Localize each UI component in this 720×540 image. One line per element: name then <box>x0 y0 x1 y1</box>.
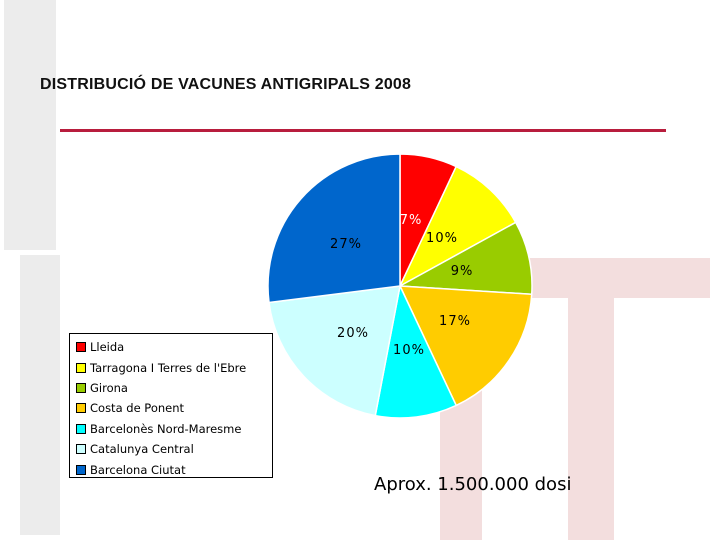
legend-item-barcelones-nord-maresme <box>76 419 272 439</box>
legend-swatch <box>76 444 86 454</box>
slice-percent-label: 10% <box>393 343 425 358</box>
slice-percent-label: 7% <box>399 213 423 228</box>
slide-title: DISTRIBUCIÓ DE VACUNES ANTIGRIPALS 2008 <box>40 76 412 93</box>
legend-label: Costa de Ponent <box>90 401 185 416</box>
slice-percent-label: 27% <box>330 237 362 252</box>
legend-label: Tarragona I Terres de l'Ebre <box>90 360 247 375</box>
legend-item-costa-de-ponent <box>76 398 272 418</box>
legend-label: Lleida <box>90 340 125 355</box>
legend-item-tarragona <box>76 357 272 377</box>
pie-slice-7 <box>268 154 400 303</box>
legend-swatch <box>76 342 86 352</box>
legend-label: Girona <box>90 380 128 395</box>
slice-percent-label: 17% <box>439 314 471 329</box>
legend-label: Barcelonès Nord-Maresme <box>90 421 242 436</box>
legend-item-lleida <box>76 337 272 357</box>
legend-swatch <box>76 465 86 475</box>
legend-item-girona <box>76 378 272 398</box>
chart-legend <box>69 333 273 478</box>
slice-percent-label: 20% <box>337 326 369 341</box>
legend-label: Catalunya Central <box>90 442 194 457</box>
legend-swatch <box>76 403 86 413</box>
slice-percent-label: 10% <box>426 231 458 246</box>
legend-item-barcelona-ciutat <box>76 459 272 479</box>
total-doses-note: Aprox. 1.500.000 dosi <box>374 474 572 495</box>
legend-item-catalunya-central <box>76 439 272 459</box>
legend-swatch <box>76 424 86 434</box>
legend-label: Barcelona Ciutat <box>90 462 186 477</box>
slice-percent-label: 9% <box>450 264 474 279</box>
legend-swatch <box>76 383 86 393</box>
legend-swatch <box>76 363 86 373</box>
